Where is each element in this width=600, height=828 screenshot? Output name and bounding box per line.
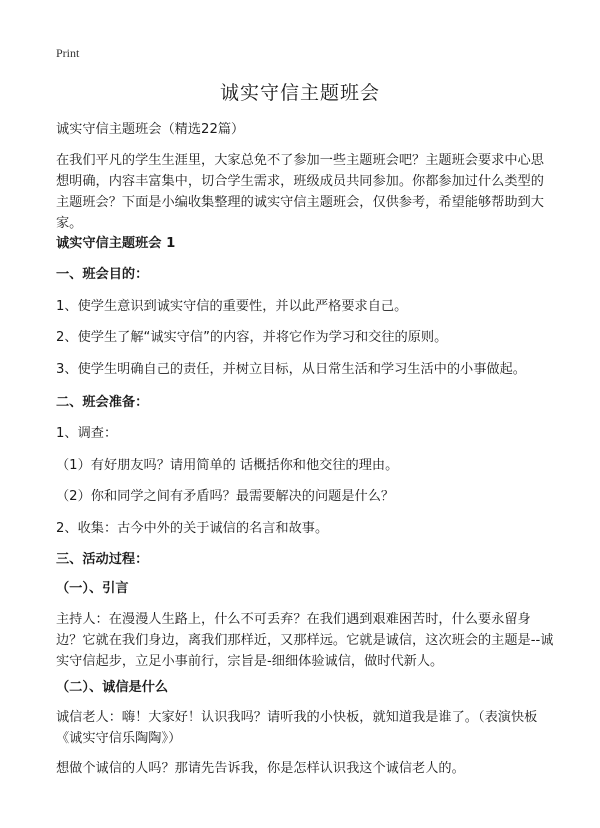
goal-heading: 一、班会目的： (56, 267, 149, 282)
goal-item-3: 3、使学生明确自己的责任，并树立目标，从日常生活和学习生活中的小事做起。 (56, 362, 526, 377)
intro-paragraph: 在我们平凡的学生生涯里，大家总免不了参加一些主题班会吧？主题班会要求中心思想明确，内容丰富集中，切合学生需求，班级成员共同参加。你都参加过什么类型的主题班会？下面是小编收集整理的诚实守信主题班会，仅供参考，希望能够帮助到大家。 (56, 153, 544, 231)
document-subtitle: 诚实守信主题班会（精选22篇） (56, 122, 245, 137)
prep-item-1a: （1）有好朋友吗？请用简单的 话概括你和他交往的理由。 (56, 458, 399, 473)
step1-heading: （一）、引言 (56, 581, 129, 596)
document-title: 诚实守信主题班会 (219, 82, 380, 104)
last-paragraph: 想做个诚信的人吗？那请先告诉我，你是怎样认识我这个诚信老人的。 (56, 761, 465, 776)
host-paragraph: 主持人：在漫漫人生路上，什么不可丢弃？在我们遇到艰难困苦时，什么要永留身边？它就在我们身边，离我们那样近，又那样远。它就是诚信，这次班会的主题是--诚实守信起步，立足小事前行，宗旨是-细细体验诚信，做时代新人。 (56, 612, 554, 669)
goal-item-2: 2、使学生了解“诚实守信”的内容，并将它作为学习和交往的原则。 (56, 330, 448, 345)
process-heading: 三、活动过程： (56, 552, 149, 567)
prep-item-1: 1、调查： (56, 426, 118, 441)
prep-item-1b: （2）你和同学之间有矛盾吗？最需要解决的问题是什么？ (56, 489, 395, 504)
prep-heading: 二、班会准备： (56, 395, 149, 410)
section-heading: 诚实守信主题班会 1 (56, 236, 176, 251)
elder-paragraph: 诚信老人：嗨！大家好！认识我吗？请听我的小快板，就知道我是谁了。（表演快板《诚实守信乐陶陶》） (56, 710, 538, 746)
step2-heading: （二）、诚信是什么 (56, 680, 169, 695)
print-link[interactable]: Print (56, 46, 80, 60)
prep-item-2: 2、收集：古今中外的关于诚信的名言和故事。 (56, 521, 329, 536)
goal-item-1: 1、使学生意识到诚实守信的重要性，并以此严格要求自己。 (56, 299, 408, 314)
